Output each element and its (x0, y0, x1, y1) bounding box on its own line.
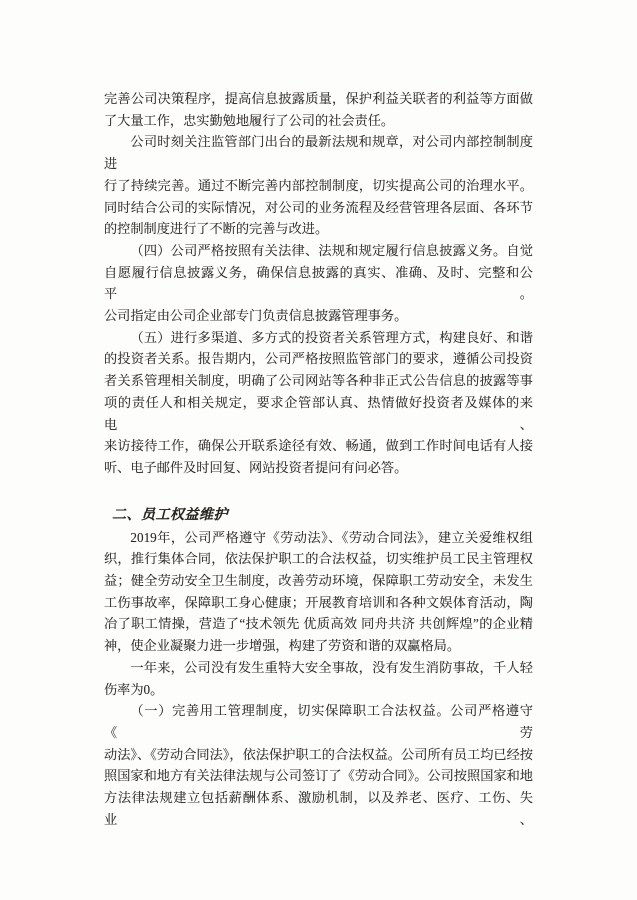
text-line: 完善公司决策程序，提高信息披露质量，保护利益关联者的利益等方面做 (104, 91, 533, 106)
text-line: 听、电子邮件及时回复、网站投资者提问有问必答。 (104, 459, 408, 475)
text-line: 冶了职工情操，营造了“技术领先 优质高效 同舟共济 共创辉煌”的企业精 (104, 616, 533, 632)
text-line: （五）进行多渠道、多方式的投资者关系管理方式，构建良好、和谐 (130, 329, 533, 345)
text-line: （一）完善用工管理制度，切实保障职工合法权益。公司严格遵守《劳 (104, 703, 533, 740)
text-line: 照国家和地方有关法律法规与公司签订了《劳动合同》。公司按照国家和地 (104, 768, 533, 784)
text-line: 的控制制度进行了不断的完善与改进。 (104, 221, 329, 237)
text-line: 方法律法规建立包括薪酬体系、激励机制，以及养老、医疗、工伤、失业、 (104, 790, 533, 827)
text-line: 自愿履行信息披露义务，确保信息披露的真实、准确、及时、完整和公平。 (104, 264, 533, 302)
text-line: 神，使企业凝聚力进一步增强，构建了劳资和谐的双赢格局。 (104, 638, 461, 654)
text-line: 项的责任人和相关规定，要求企管部认真、热情做好投资者及媒体的来电、 (104, 394, 533, 432)
document-body (104, 88, 533, 831)
text-line: 者关系管理相关制度，明确了公司网站等各种非正式公告信息的披露等事 (104, 373, 533, 389)
section-heading: 二、员工权益维护 (112, 507, 228, 523)
text-line: 益；健全劳动安全卫生制度，改善劳动环境，保障职工劳动安全，未发生 (104, 573, 533, 589)
text-line: （四）公司严格按照有关法律、法规和规定履行信息披露义务。自觉 (130, 242, 533, 258)
text-line: 公司时刻关注监管部门出台的最新法规和规章，对公司内部控制制度进 (104, 134, 533, 172)
text-line: 2019年，公司严格遵守《劳动法》、《劳动合同法》，建立关爱维权组 (130, 529, 533, 545)
text-line: 工伤事故率，保障职工身心健康；开展教育培训和各种文娱体育活动，陶 (104, 594, 533, 610)
text-line: 动法》、《劳动合同法》，依法保护职工的合法权益。公司所有员工均已经按 (104, 746, 533, 762)
text-line: 公司指定由公司企业部专门负责信息披露管理事务。 (104, 308, 408, 324)
text-line: 来访接待工作，确保公开联系途径有效、畅通，做到工作时间电话有人接 (104, 438, 533, 454)
text-line: 行了持续完善。通过不断完善内部控制制度，切实提高公司的治理水平。 (104, 177, 533, 193)
text-line: 伤率为0。 (104, 681, 164, 697)
text-line: 织，推行集体合同，依法保护职工的合法权益，切实维护员工民主管理权 (104, 551, 533, 567)
text-line: 了大量工作，忠实勤勉地履行了公司的社会责任。 (104, 112, 395, 128)
text-line: 同时结合公司的实际情况，对公司的业务流程及经营管理各层面、各环节 (104, 199, 533, 215)
text-line: 一年来，公司没有发生重特大安全事故，没有发生消防事故，千人轻 (130, 659, 533, 675)
text-line: 的投资者关系。报告期内，公司严格按照监管部门的要求，遵循公司投资 (104, 351, 533, 367)
